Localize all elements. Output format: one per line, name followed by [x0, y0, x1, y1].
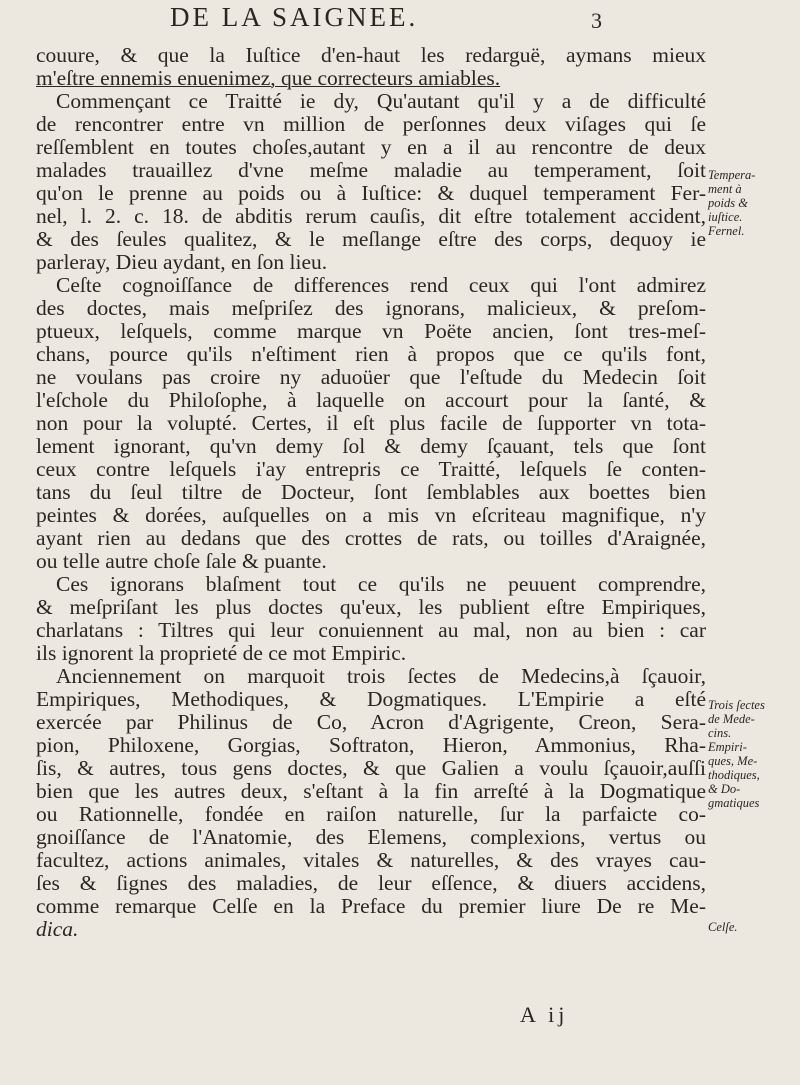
text-line: dica. — [36, 917, 79, 941]
text-line: bien que les autres deux, s'eſtant à la fin arreſté à la Dogmatique — [36, 779, 706, 803]
text-line: malades trauaillez d'vne meſme maladie au temperament, ſoit — [36, 158, 706, 182]
text-line: couure, & que la Iuſtice d'en-haut les redarguë, aymans mieux — [36, 43, 706, 67]
margin-note-line: Trois ſectes — [708, 698, 765, 712]
text-line: de rencontrer entre vn million de perſonnes deux viſages qui ſe — [36, 112, 706, 136]
text-line: & des ſeules qualitez, & le meſlange eſtre des corps, dequoy ie — [36, 227, 706, 251]
margin-note-temperament — [708, 168, 798, 238]
text-line: non pour la volupté. Certes, il eſt plus facile de ſupporter vn tota- — [36, 411, 706, 435]
text-line: ayant rien au dedans que des crottes de rats, ou toilles d'Araignée, — [36, 526, 706, 550]
margin-note-sects — [708, 698, 798, 810]
text-line: peintes & dorées, auſquelles on a mis vn eſcriteau magnifique, n'y — [36, 503, 706, 527]
text-line: ſes & ſignes des maladies, de leur eſſence, & diuers accidens, — [36, 871, 706, 895]
margin-note-line: cins. — [708, 726, 732, 740]
text-line: ptueux, leſquels, comme marque vn Poëte ancien, ſont tres-meſ- — [36, 319, 706, 343]
margin-note-celse — [708, 920, 798, 934]
text-line: lement ignorant, qu'vn demy ſol & demy ſçauant, tels que ſont — [36, 434, 706, 458]
text-line: comme remarque Celſe en la Preface du premier liure De re Me- — [36, 894, 706, 918]
text-line: Empiriques, Methodiques, & Dogmatiques. L'Empirie a eſté — [36, 687, 706, 711]
text-line: qu'on le prenne au poids ou à Iuſtice: & duquel temperament Fer- — [36, 181, 706, 205]
margin-note-line: de Mede- — [708, 712, 755, 726]
text-line: m'eſtre ennemis enuenimez, que correcteurs amiables. — [36, 66, 501, 90]
text-line: Anciennement on marquoit trois ſectes de Medecins,à ſçauoir, — [56, 664, 706, 688]
text-line: des doctes, mais meſpriſez des ignorans, malicieux, & preſom- — [36, 296, 706, 320]
text-line: & meſpriſant les plus doctes qu'eux, les publient eſtre Empiriques, — [36, 595, 706, 619]
text-line: pion, Philoxene, Gorgias, Softraton, Hieron, Ammonius, Rha- — [36, 733, 706, 757]
text-line: facultez, actions animales, vitales & naturelles, & des vrayes cau- — [36, 848, 706, 872]
text-line: ceux contre leſquels i'ay entrepris ce Traitté, leſquels ſe conten- — [36, 457, 706, 481]
text-line: gnoiſſance de l'Anatomie, des Elemens, complexions, vertus ou — [36, 825, 706, 849]
margin-note-line: gmatiques — [708, 796, 760, 810]
margin-note-line: Temperа- — [708, 168, 756, 182]
running-title: DE LA SAIGNEE. — [170, 2, 419, 32]
margin-note-line: Celſe. — [708, 920, 738, 934]
margin-note-line: iuſtice. — [708, 210, 743, 224]
running-header — [170, 2, 610, 34]
signature-mark: A ij — [520, 1002, 569, 1027]
margin-note-line: Empiri- — [708, 740, 747, 754]
text-line: charlatans : Tiltres qui leur conuiennent au mal, non au bien : car — [36, 618, 706, 642]
text-line: parleray, Dieu aydant, en ſon lieu. — [36, 250, 328, 274]
margin-note-line: & Do- — [708, 782, 741, 796]
text-line: l'eſchole du Philoſophe, à laquelle on accourt pour la ſanté, & — [36, 388, 706, 412]
text-line: nel, l. 2. c. 18. de abditis rerum cauſis, dit eſtre totalement accident, — [36, 204, 706, 228]
margin-note-line: thodiques, — [708, 768, 760, 782]
text-line: ou telle autre choſe ſale & puante. — [36, 549, 327, 573]
margin-note-line: ques, Me- — [708, 754, 758, 768]
text-line: Commençant ce Traitté ie dy, Qu'autant qu'il y a de difficulté — [56, 89, 706, 113]
text-line: exercée par Philinus de Co, Acron d'Agrigente, Creon, Sera- — [36, 710, 706, 734]
text-line: ou Rationnelle, fondée en raiſon naturelle, ſur la parfaicte co- — [36, 802, 706, 826]
main-text — [36, 44, 706, 941]
margin-note-line: Fernel. — [708, 224, 745, 238]
text-line: chans, pource qu'ils n'eſtiment rien à propos que ce qu'ils font, — [36, 342, 706, 366]
text-line: Ceſte cognoiſſance de differences rend ceux qui l'ont admirez — [56, 273, 706, 297]
text-line: reſſemblent en toutes choſes,autant y en a il au rencontre de deux — [36, 135, 706, 159]
page-number: 3 — [591, 8, 602, 33]
text-line: ne voulans pas croire ny aduoüer que l'eſtude du Medecin ſoit — [36, 365, 706, 389]
margin-note-line: poids & — [708, 196, 748, 210]
text-line: ſis, & autres, tous gens doctes, & que Galien a voulu ſçauoir,auſſi — [36, 756, 706, 780]
text-line: Ces ignorans blaſment tout ce qu'ils ne peuuent comprendre, — [56, 572, 706, 596]
margin-note-line: ment à — [708, 182, 742, 196]
text-line: tans du ſeul tiltre de Docteur, ſont ſemblables aux boettes bien — [36, 480, 706, 504]
text-line: ils ignorent la proprieté de ce mot Empiric. — [36, 641, 407, 665]
